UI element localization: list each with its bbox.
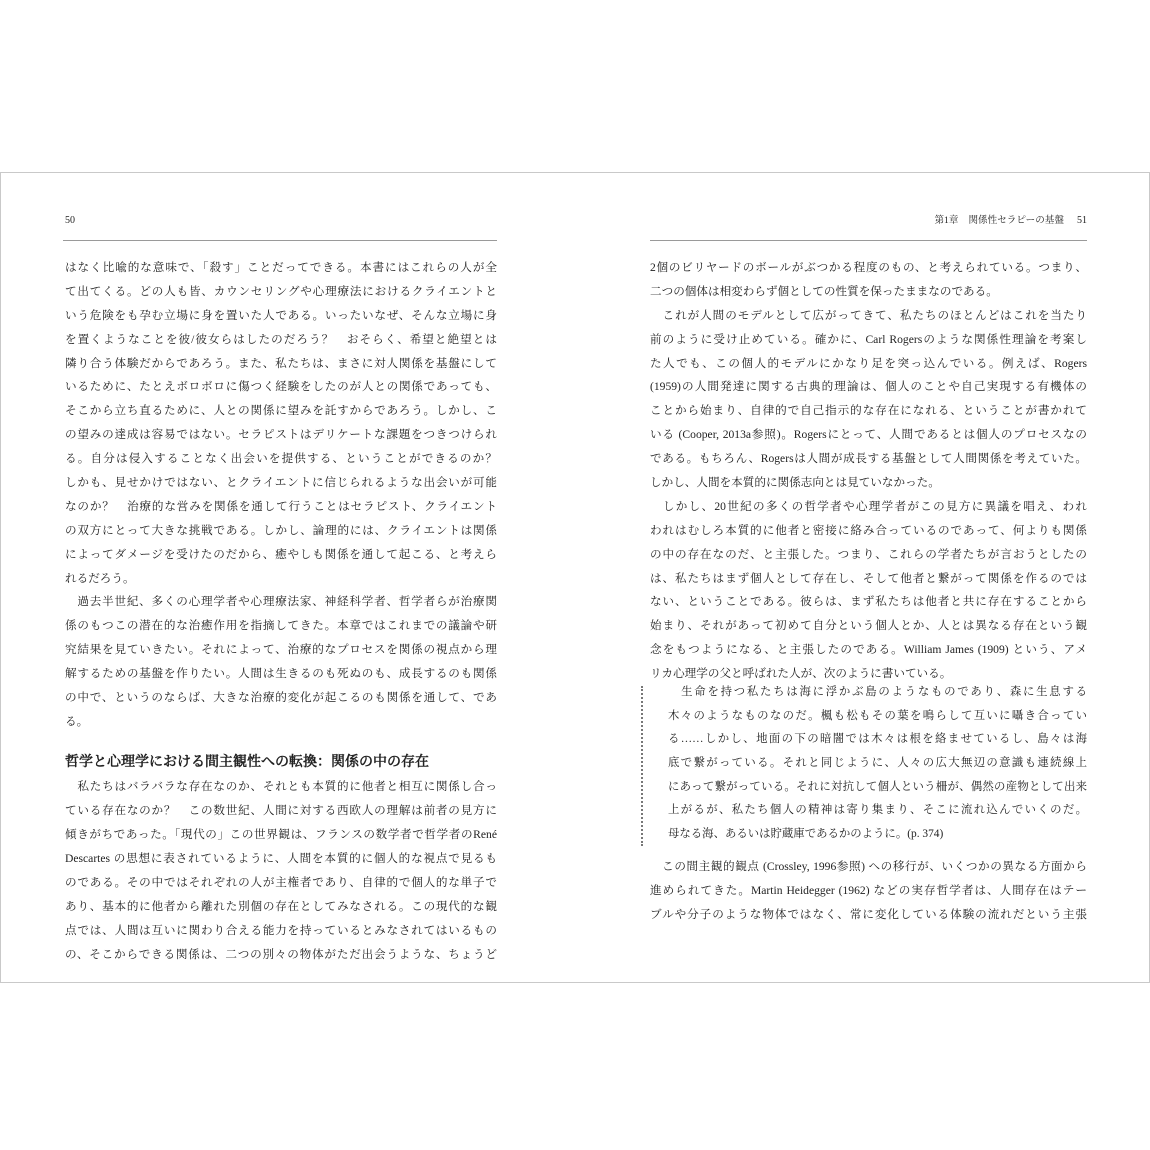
quote-line: る……しかし、地面の下の暗闇では木々は根を絡ませているし、島々は海 xyxy=(668,733,1087,746)
text-line: の中の存在なのだ、と主張した。つまり、これらの学者たちが言おうとしたの xyxy=(650,547,1087,561)
text-line: 過去半世紀、多くの心理学者や心理療法家、神経科学者、哲学者らが治療関 xyxy=(65,595,497,609)
text-line: ことから始まり、自律的で自己指示的な存在になれる、ということが書かれて xyxy=(650,404,1087,418)
text-line: この間主観的観点 (Crossley, 1996参照) への移行が、いくつかの異なる方面から xyxy=(650,860,1087,873)
chapter-title: 関係性セラピーの基盤 xyxy=(968,215,1064,226)
text-line: 究結果を見ていきたい。それによって、治療的なプロセスを関係の視点から理 xyxy=(65,643,497,657)
section-heading: 哲学と心理学における間主観性への転換：関係の中の存在 xyxy=(65,755,429,770)
text-line: る。自分は侵入することなく出会いを提供する、ということができるのか？ xyxy=(65,452,497,466)
text-line: のである。その中ではそれぞれの人が主権者であり、自律的で個人的な単子で xyxy=(65,876,497,889)
text-line: 傾きがちであった。「現代の」この世界観は、フランスの数学者で哲学者のRené xyxy=(65,828,497,841)
text-line: これが人間のモデルとして広がってきて、私たちのほとんどはこれを当たり xyxy=(650,308,1087,322)
text-line: なのか？ 治療的な営みを関係を通して行うことはセラピスト、クライエント xyxy=(65,499,497,513)
text-line: ない、ということである。彼らは、まず私たちは他者と共に存在することから xyxy=(650,595,1087,609)
page-number-right: 51 xyxy=(1077,215,1087,226)
text-line: ている存在なのか？ この数世紀、人間に対する西欧人の理解は前者の見方に xyxy=(65,804,497,817)
text-line: を置くようなことを彼/彼女らはしたのだろう？ おそらく、希望と絶望とは xyxy=(65,332,497,346)
text-line: いう危険をも孕む立場に身を置いた人である。いったいなぜ、そんな立場に身 xyxy=(65,308,497,322)
chapter-label: 第1章 xyxy=(934,215,959,226)
block-quote-dotted-rule xyxy=(641,686,643,846)
text-line: の望みの達成は容易ではない。セラピストはデリケートな課題をつきつけられ xyxy=(65,428,497,442)
text-line: いる (Cooper, 2013a参照)。Rogersにとって、人間であるとは個人のプロセスなの xyxy=(650,428,1087,442)
block-quote xyxy=(668,681,1087,847)
text-line: 二つの個体は相変わらず個としての性質を保ったままなのである。 xyxy=(650,284,998,298)
right-text-block-top xyxy=(650,256,1087,686)
text-line: の双方にとって大きな挑戦である。しかし、論理的には、クライエントは関係 xyxy=(65,523,497,537)
text-line: は、私たちはまず個人として存在し、そして他者と繋がって関係を作るのでは xyxy=(650,571,1087,585)
running-head-right xyxy=(934,214,1087,228)
text-line: そこから立ち直るために、人との関係に望みを託すからであろう。しかし、こ xyxy=(65,404,497,418)
text-line: 念をもつようになる、と主張したのである。William James (1909) という、アメ xyxy=(650,643,1087,657)
text-line: 進められてきた。Martin Heidegger (1962) などの実存哲学者は、人間存在はテー xyxy=(650,884,1087,897)
quote-line: 生命を持つ私たちは海に浮かぶ島のようなものであり、森に生息する xyxy=(668,686,1087,698)
text-line: 解するための基盤を作りたい。人間は生きるのも死ぬのも、成長するのも関係 xyxy=(65,667,497,681)
quote-line: にあって繋がっている。それに対抗して個人という柵が、偶然の産物として出来 xyxy=(668,780,1087,793)
header-rule-right xyxy=(650,240,1087,241)
header-rule-left xyxy=(63,240,497,241)
text-line: しかも、見せかけではない、とクライエントに信じられるような出会いが可能 xyxy=(65,476,497,490)
text-line: 私たちはバラバラな存在なのか、それとも本質的に他者と相互に関係し合っ xyxy=(65,780,497,793)
text-line: 前のように受け止めている。確かに、Carl Rogersのような関係性理論を考案し xyxy=(650,332,1087,346)
text-line: の中で、というのならば、大きな治療的変化が起こるのも関係を通して、であ xyxy=(65,691,497,705)
text-line: 隣り合う体験だからであろう。また、私たちは、まさに対人関係を基盤にして xyxy=(65,356,497,370)
quote-line: 上がるが、私たち個人の精神は寄り集まり、そこに流れ込んでいくのだ。 xyxy=(668,804,1087,817)
text-line: 点では、人間は互いに関わり合える能力を持っているとみなされてはいるもの xyxy=(65,924,497,937)
text-line: あり、基本的に他者から離れた別個の存在としてみなされる。この現代的な観 xyxy=(65,900,497,913)
text-line: (1959)の人間発達に関する古典的理論は、個人のことや自己実現する有機体の xyxy=(650,380,1087,394)
text-line: ブルや分子のような物体ではなく、常に変化している体験の流れだという主張 xyxy=(650,908,1087,921)
quote-line: 母なる海、あるいは貯蔵庫であるかのように。(p. 374) xyxy=(668,828,944,841)
text-line: る。 xyxy=(65,714,89,728)
text-line: はなく比喩的な意味で、「殺す」ことだってできる。本書にはこれらの人が全 xyxy=(65,261,497,274)
left-text-block-top xyxy=(65,256,497,734)
quote-line: 底で繋がっている。それと同じように、人々の広大無辺の意識も連続線上 xyxy=(668,757,1087,770)
text-line: て出てくる。どの人も皆、カウンセリングや心理療法におけるクライエントと xyxy=(65,284,497,298)
text-line: いるために、たとえボロボロに傷つく経験をしたのが人との関係であっても、 xyxy=(65,380,497,394)
text-line: しかし、人間を本質的に関係志向とは見ていなかった。 xyxy=(650,476,940,490)
page-number-left: 50 xyxy=(65,215,75,226)
text-line: れるだろう。 xyxy=(65,571,135,585)
text-line: 始まり、それがあって初めて自分という個人とか、人とは異なる存在という観 xyxy=(650,619,1087,633)
text-line: われはむしろ本質的に他者と密接に絡み合っているのであって、何よりも関係 xyxy=(650,523,1087,537)
text-line: によってダメージを受けたのだから、癒やしも関係を通して起こる、と考えら xyxy=(65,547,497,561)
left-text-block-bottom xyxy=(65,775,497,967)
text-line: である。もちろん、Rogersは人間が成長する基盤として人間関係を考えていた。 xyxy=(650,452,1087,466)
right-text-block-bottom xyxy=(650,855,1087,927)
text-line: 2個のビリヤードのボールがぶつかる程度のもの、と考えられている。つまり、 xyxy=(650,261,1087,274)
text-line: Descartes の思想に表されているように、人間を本質的に個人的な視点で見るも xyxy=(65,852,497,865)
text-line: リカ心理学の父と呼ばれた人が、次のように書いている。 xyxy=(650,667,952,681)
quote-line: 木々のようなものなのだ。楓も松もその葉を鳴らして互いに囁き合ってい xyxy=(668,709,1087,722)
text-line: 係のもつこの潜在的な治癒作用を指摘してきた。本章ではこれまでの議論や研 xyxy=(65,619,497,633)
text-line: しかし、20世紀の多くの哲学者や心理学者がこの見方に異議を唱え、われ xyxy=(650,499,1087,513)
text-line: の、そこからできる関係は、二つの別々の物体がただ出会うような、ちょうど xyxy=(65,948,497,961)
text-line: た人でも、この個人的モデルにかなり足を突っ込んでいる。例えば、Rogers xyxy=(650,356,1087,370)
